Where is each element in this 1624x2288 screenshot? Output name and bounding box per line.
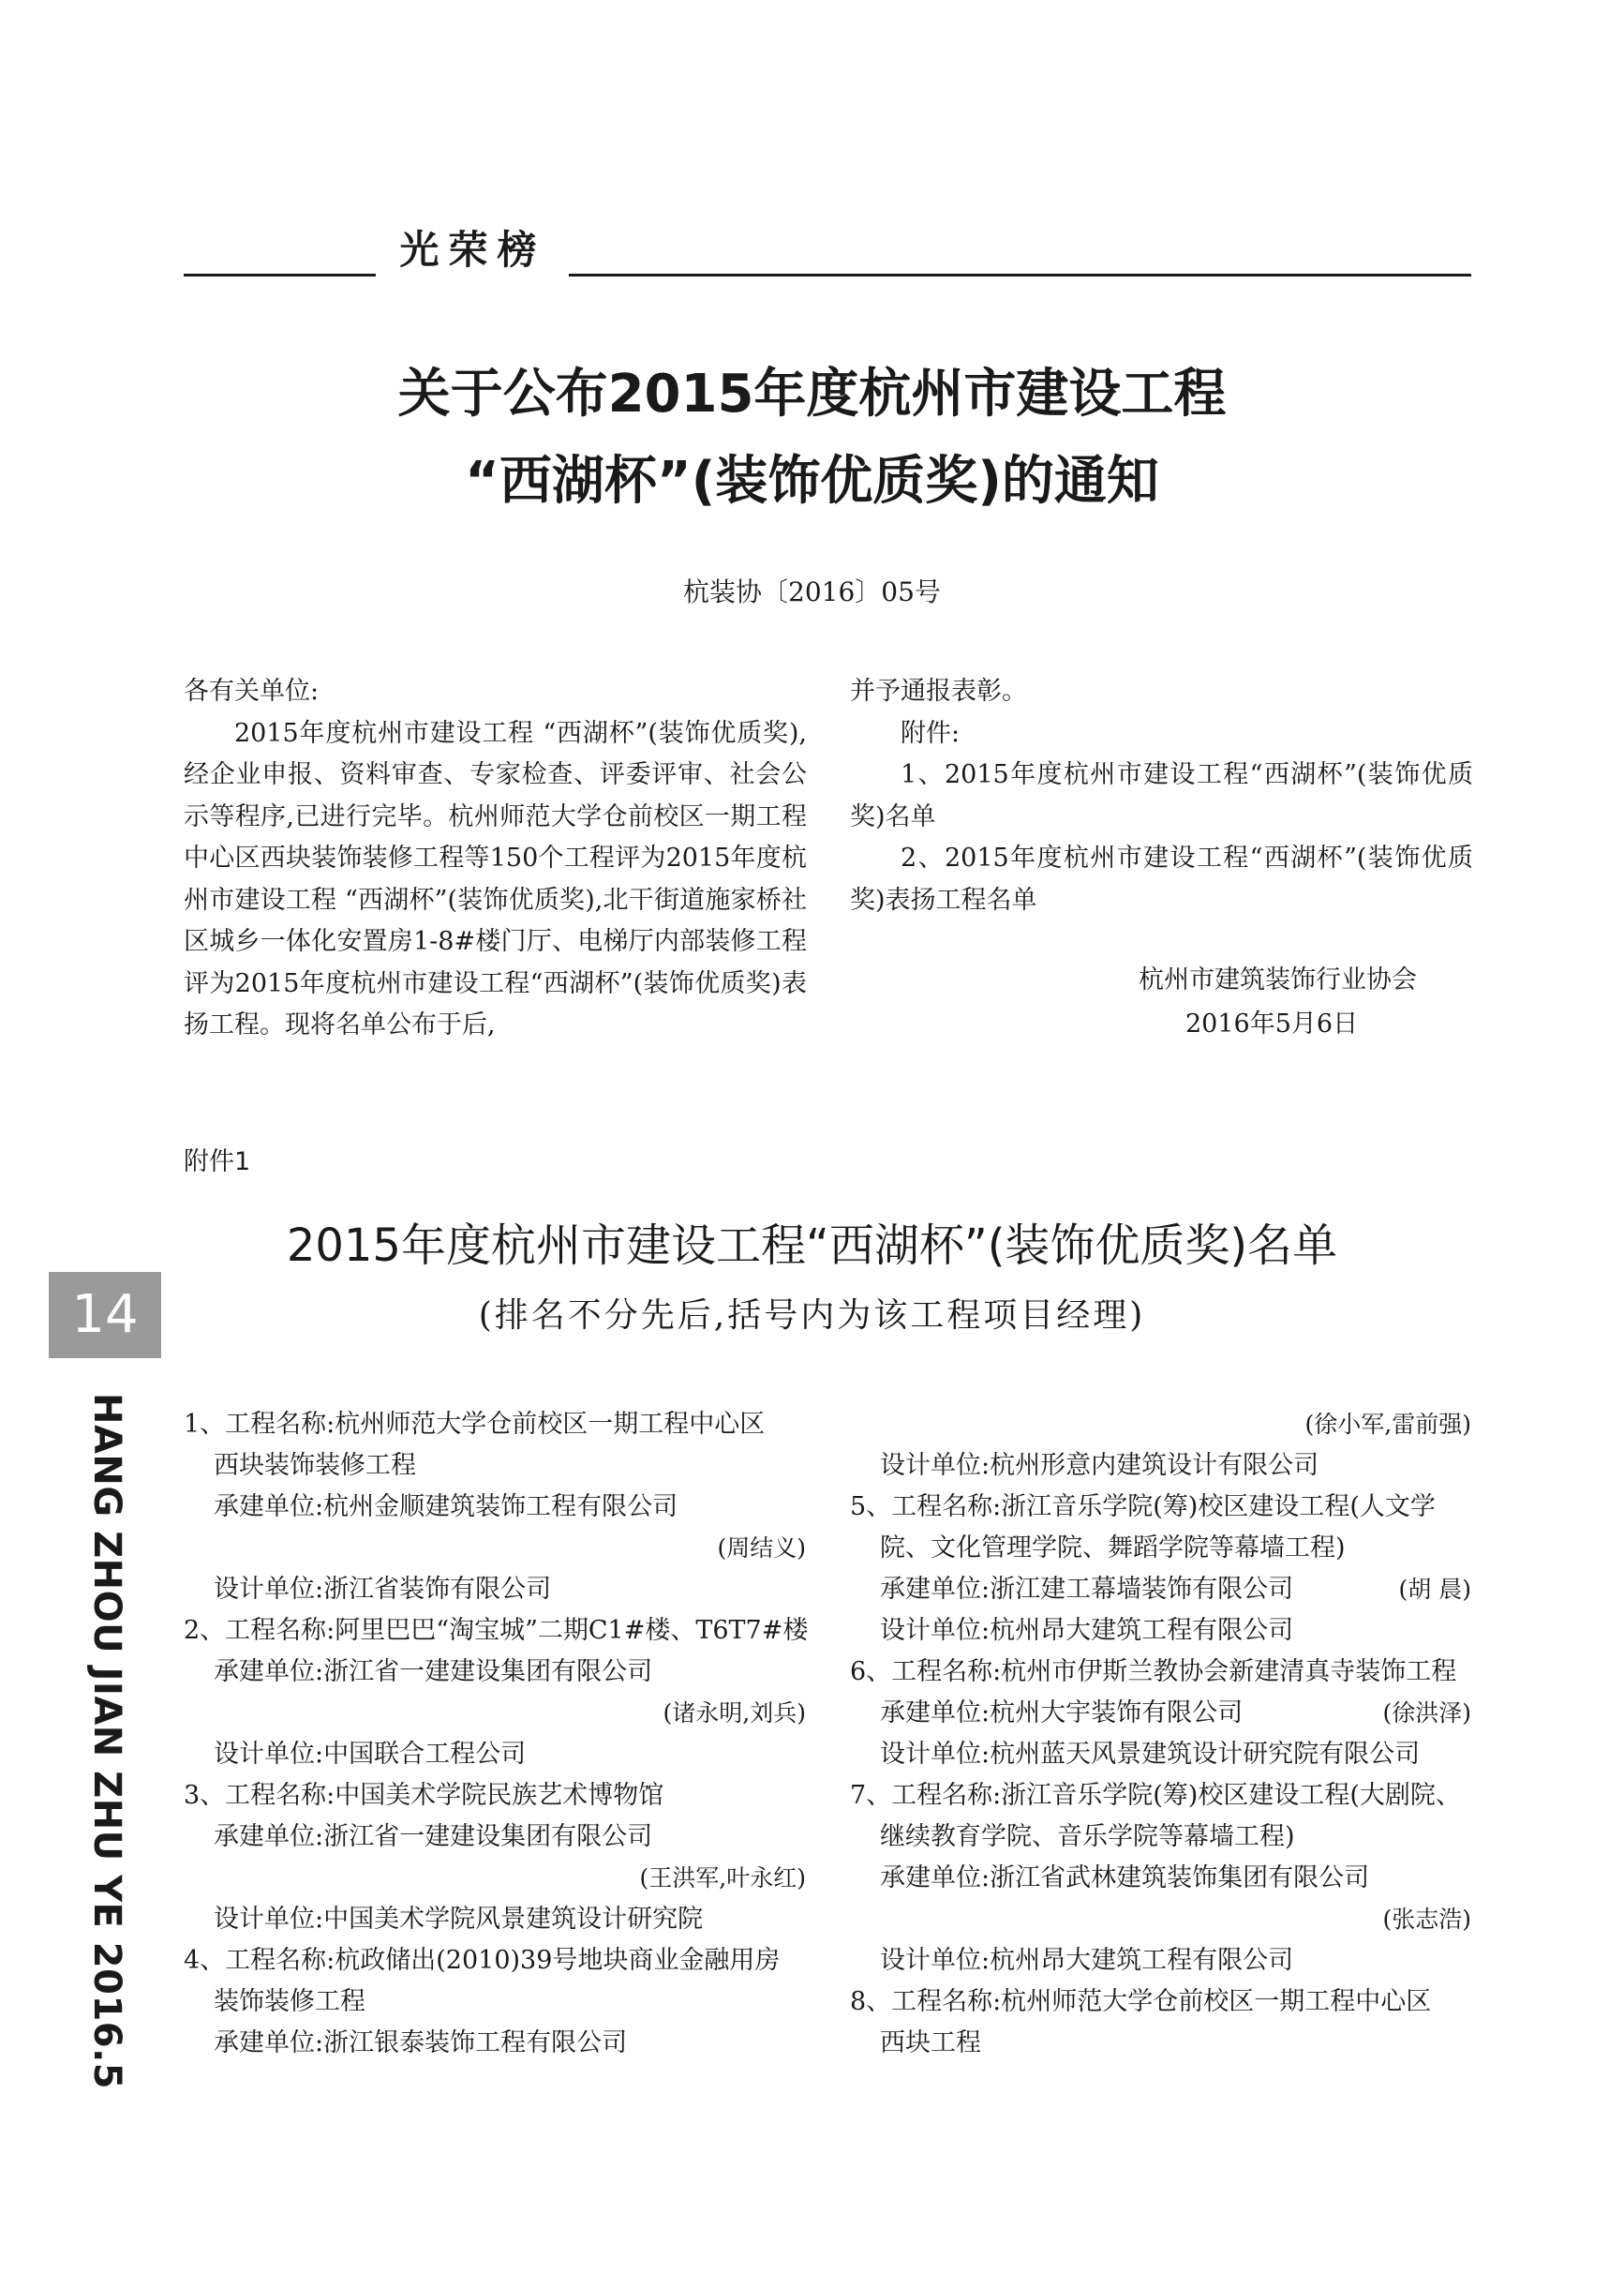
project-6-name: 6、工程名称:杭州市伊斯兰教协会新建清真寺装饰工程 bbox=[850, 1657, 1457, 1686]
project-2-builder: 承建单位:浙江省一建建设集团有限公司 bbox=[214, 1657, 653, 1686]
project-5-name-cont: 院、文化管理学院、舞蹈学院等幕墙工程) bbox=[880, 1533, 1346, 1563]
project-8-name: 8、工程名称:杭州师范大学仓前校区一期工程中心区 bbox=[850, 1987, 1432, 2016]
signature-organization: 杭州市建筑装饰行业协会 bbox=[1139, 965, 1417, 994]
project-2-designer: 设计单位:中国联合工程公司 bbox=[214, 1740, 527, 1769]
attachment-item-1: 1、2015年度杭州市建设工程“西湖杯”(装饰优质奖)名单 bbox=[850, 760, 1473, 831]
project-4-name-cont: 装饰装修工程 bbox=[214, 1987, 365, 2016]
project-2-manager: (诸永明,刘兵) bbox=[663, 1699, 806, 1727]
project-1-builder: 承建单位:杭州金顺建筑装饰工程有限公司 bbox=[214, 1492, 678, 1521]
project-1-name-cont: 西块装饰装修工程 bbox=[214, 1451, 416, 1480]
project-6-designer: 设计单位:杭州蓝天风景建筑设计研究院有限公司 bbox=[880, 1740, 1421, 1769]
document-number: 杭装协〔2016〕05号 bbox=[683, 576, 941, 607]
project-1-name: 1、工程名称:杭州师范大学仓前校区一期工程中心区 bbox=[184, 1410, 766, 1439]
project-3-manager: (王洪军,叶永红) bbox=[639, 1864, 806, 1892]
project-4-manager: (徐小军,雷前强) bbox=[1304, 1411, 1471, 1438]
header-rule-right bbox=[569, 274, 1471, 277]
salutation: 各有关单位: bbox=[184, 677, 320, 706]
attachment-item-2: 2、2015年度杭州市建设工程“西湖杯”(装饰优质奖)表扬工程名单 bbox=[850, 844, 1473, 915]
project-8-name-cont: 西块工程 bbox=[880, 2028, 981, 2057]
section-label: 光荣榜 bbox=[399, 227, 546, 273]
project-7-builder: 承建单位:浙江省武林建筑装饰集团有限公司 bbox=[880, 1863, 1370, 1892]
list-title: 2015年度杭州市建设工程“西湖杯”(装饰优质奖)名单 bbox=[286, 1219, 1338, 1272]
project-4-builder: 承建单位:浙江银泰装饰工程有限公司 bbox=[214, 2028, 628, 2057]
project-7-manager: (张志浩) bbox=[1382, 1906, 1471, 1933]
project-7-name-cont: 继续教育学院、音乐学院等幕墙工程) bbox=[880, 1822, 1295, 1851]
project-3-name: 3、工程名称:中国美术学院民族艺术博物馆 bbox=[184, 1781, 664, 1810]
signature-date: 2016年5月6日 bbox=[1185, 1009, 1359, 1039]
header-rule-left bbox=[184, 274, 376, 277]
journal-side-text: HANG ZHOU JIAN ZHU YE 2016.5 bbox=[85, 1393, 128, 2090]
project-1-manager: (周结义) bbox=[717, 1534, 806, 1562]
notice-paragraph: 2015年度杭州市建设工程 “西湖杯”(装饰优质奖),经企业申报、资料审查、专家检查、评委评审、社会公示等程序,已进行完毕。杭州师范大学仓前校区一期工程中心区西块装饰装修工程等150个工程评为2015年度杭州市建设工程 “西湖杯”(装饰优质奖),北干街道施家桥社区城乡一体化安置房1-8#楼门厅、电梯厅内部装修工程评为2015年度杭州市建设工程“西湖杯”(装饰优质奖)表扬工程。现将名单公布于后, bbox=[184, 718, 807, 1039]
project-5-name: 5、工程名称:浙江音乐学院(筹)校区建设工程(人文学 bbox=[850, 1492, 1436, 1521]
notice-body-right bbox=[850, 671, 1473, 921]
project-7-designer: 设计单位:杭州昂大建筑工程有限公司 bbox=[880, 1946, 1294, 1975]
notice-title-line2: “西湖杯”(装饰优质奖)的通知 bbox=[465, 451, 1159, 512]
project-6-manager: (徐洪泽) bbox=[1382, 1699, 1471, 1727]
project-3-builder: 承建单位:浙江省一建建设集团有限公司 bbox=[214, 1822, 653, 1851]
project-4-designer: 设计单位:杭州形意内建筑设计有限公司 bbox=[880, 1451, 1319, 1480]
project-5-builder: 承建单位:浙江建工幕墙装饰有限公司 bbox=[880, 1575, 1294, 1604]
list-subtitle: (排名不分先后,括号内为该工程项目经理) bbox=[478, 1296, 1146, 1335]
project-6-builder: 承建单位:杭州大宇装饰有限公司 bbox=[880, 1698, 1244, 1727]
page-number: 14 bbox=[71, 1284, 139, 1345]
project-1-designer: 设计单位:浙江省装饰有限公司 bbox=[214, 1575, 552, 1604]
project-3-designer: 设计单位:中国美术学院风景建筑设计研究院 bbox=[214, 1905, 704, 1934]
project-4-name: 4、工程名称:杭政储出(2010)39号地块商业金融用房 bbox=[184, 1946, 781, 1975]
attachments-label: 附件: bbox=[901, 718, 961, 748]
project-7-name: 7、工程名称:浙江音乐学院(筹)校区建设工程(大剧院、 bbox=[850, 1781, 1461, 1810]
notice-body-left bbox=[184, 671, 807, 1047]
project-5-manager: (胡 晨) bbox=[1398, 1576, 1471, 1603]
appendix-label: 附件1 bbox=[184, 1147, 251, 1176]
notice-title-line1: 关于公布2015年度杭州市建设工程 bbox=[397, 364, 1227, 425]
project-5-designer: 设计单位:杭州昂大建筑工程有限公司 bbox=[880, 1616, 1294, 1645]
project-2-name: 2、工程名称:阿里巴巴“淘宝城”二期C1#楼、T6T7#楼 bbox=[184, 1616, 809, 1645]
notice-paragraph-end: 并予通报表彰。 bbox=[850, 677, 1027, 706]
